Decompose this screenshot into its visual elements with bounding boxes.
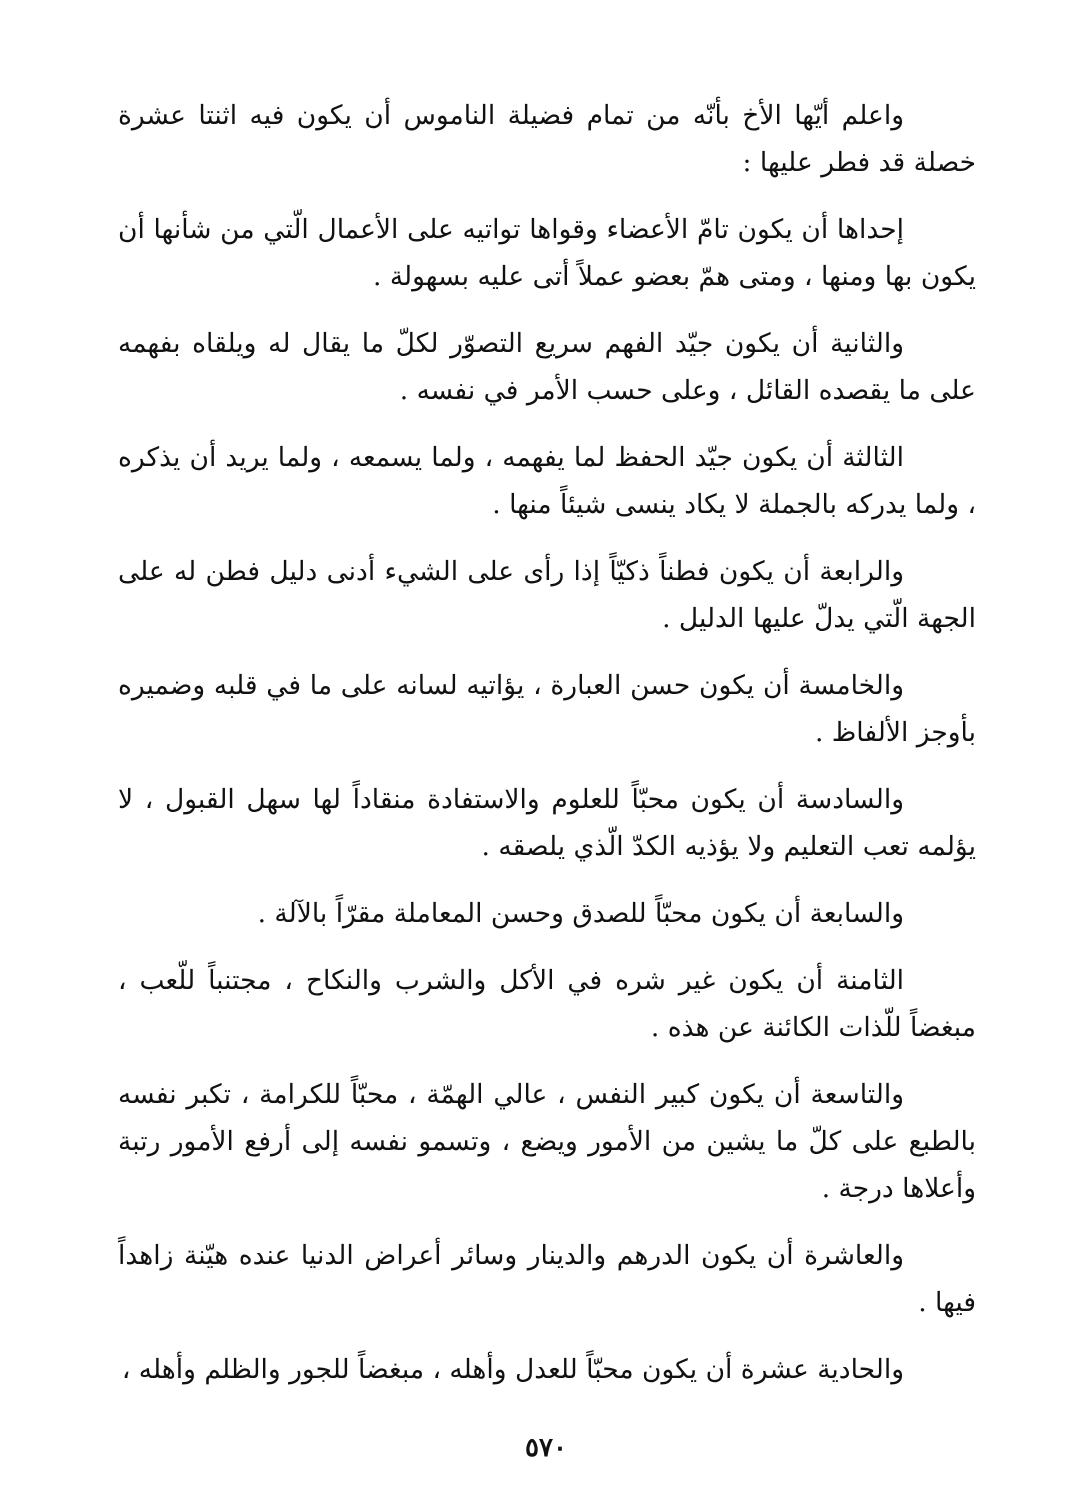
paragraph-ninth-trait: والتاسعة أن يكون كبير النفس ، عالي الهمّة ، محبّاً للكرامة ، تكبر نفسه بالطبع على كلّ ما يشين من الأمور ويضع ، وتسمو نفسه إلى أرفع الأمور رتبة وأعلاها درجة . [118,1079,976,1204]
paragraph-tenth-trait: والعاشرة أن يكون الدرهم والدينار وسائر أعراض الدنيا عنده هيّنة زاهداً فيها . [118,1240,976,1318]
paragraph-sixth-trait: والسادسة أن يكون محبّاً للعلوم والاستفادة منقاداً لها سهل القبول ، لا يؤلمه تعب التعليم ولا يؤذيه الكدّ الّذي يلصقه . [118,784,976,862]
paragraph-fourth-trait: والرابعة أن يكون فطناً ذكيّاً إذا رأى على الشيء أدنى دليل فطن له على الجهة الّتي يدلّ عليها الدليل . [118,556,976,634]
paragraph-seventh-trait: والسابعة أن يكون محبّاً للصدق وحسن المعاملة مقرّاً بالآلة . [257,898,904,929]
paragraph-second-trait: والثانية أن يكون جيّد الفهم سريع التصوّر لكلّ ما يقال له ويلقاه بفهمه على ما يقصده القائل ، وعلى حسب الأمر في نفسه . [118,328,976,406]
paragraph-third-trait: الثالثة أن يكون جيّد الحفظ لما يفهمه ، ولما يسمعه ، ولما يريد أن يذكره ، ولما يدركه بالجملة لا يكاد ينسى شيئاً منها . [118,442,976,520]
paragraph-first-trait: إحداها أن يكون تامّ الأعضاء وقواها تواتيه على الأعمال الّتي من شأنها أن يكون بها ومنها ، ومتى همّ بعضو عملاً أتى عليه بسهولة . [118,214,976,292]
paragraph-eighth-trait: الثامنة أن يكون غير شره في الأكل والشرب والنكاح ، مجتنباً للّعب ، مبغضاً للّذات الكائنة عن هذه . [118,965,976,1043]
paragraph-intro: واعلم أيّها الأخ بأنّه من تمام فضيلة الناموس أن يكون فيه اثنتا عشرة خصلة قد فطر عليها : [118,100,976,178]
page-number: ٥٧٠ [525,1433,567,1463]
paragraph-fifth-trait: والخامسة أن يكون حسن العبارة ، يؤاتيه لسانه على ما في قلبه وضميره بأوجز الألفاظ . [118,670,976,748]
page-body [118,92,976,1413]
paragraph-eleventh-trait: والحادية عشرة أن يكون محبّاً للعدل وأهله ، مبغضاً للجور والظلم وأهله ، [121,1354,904,1385]
